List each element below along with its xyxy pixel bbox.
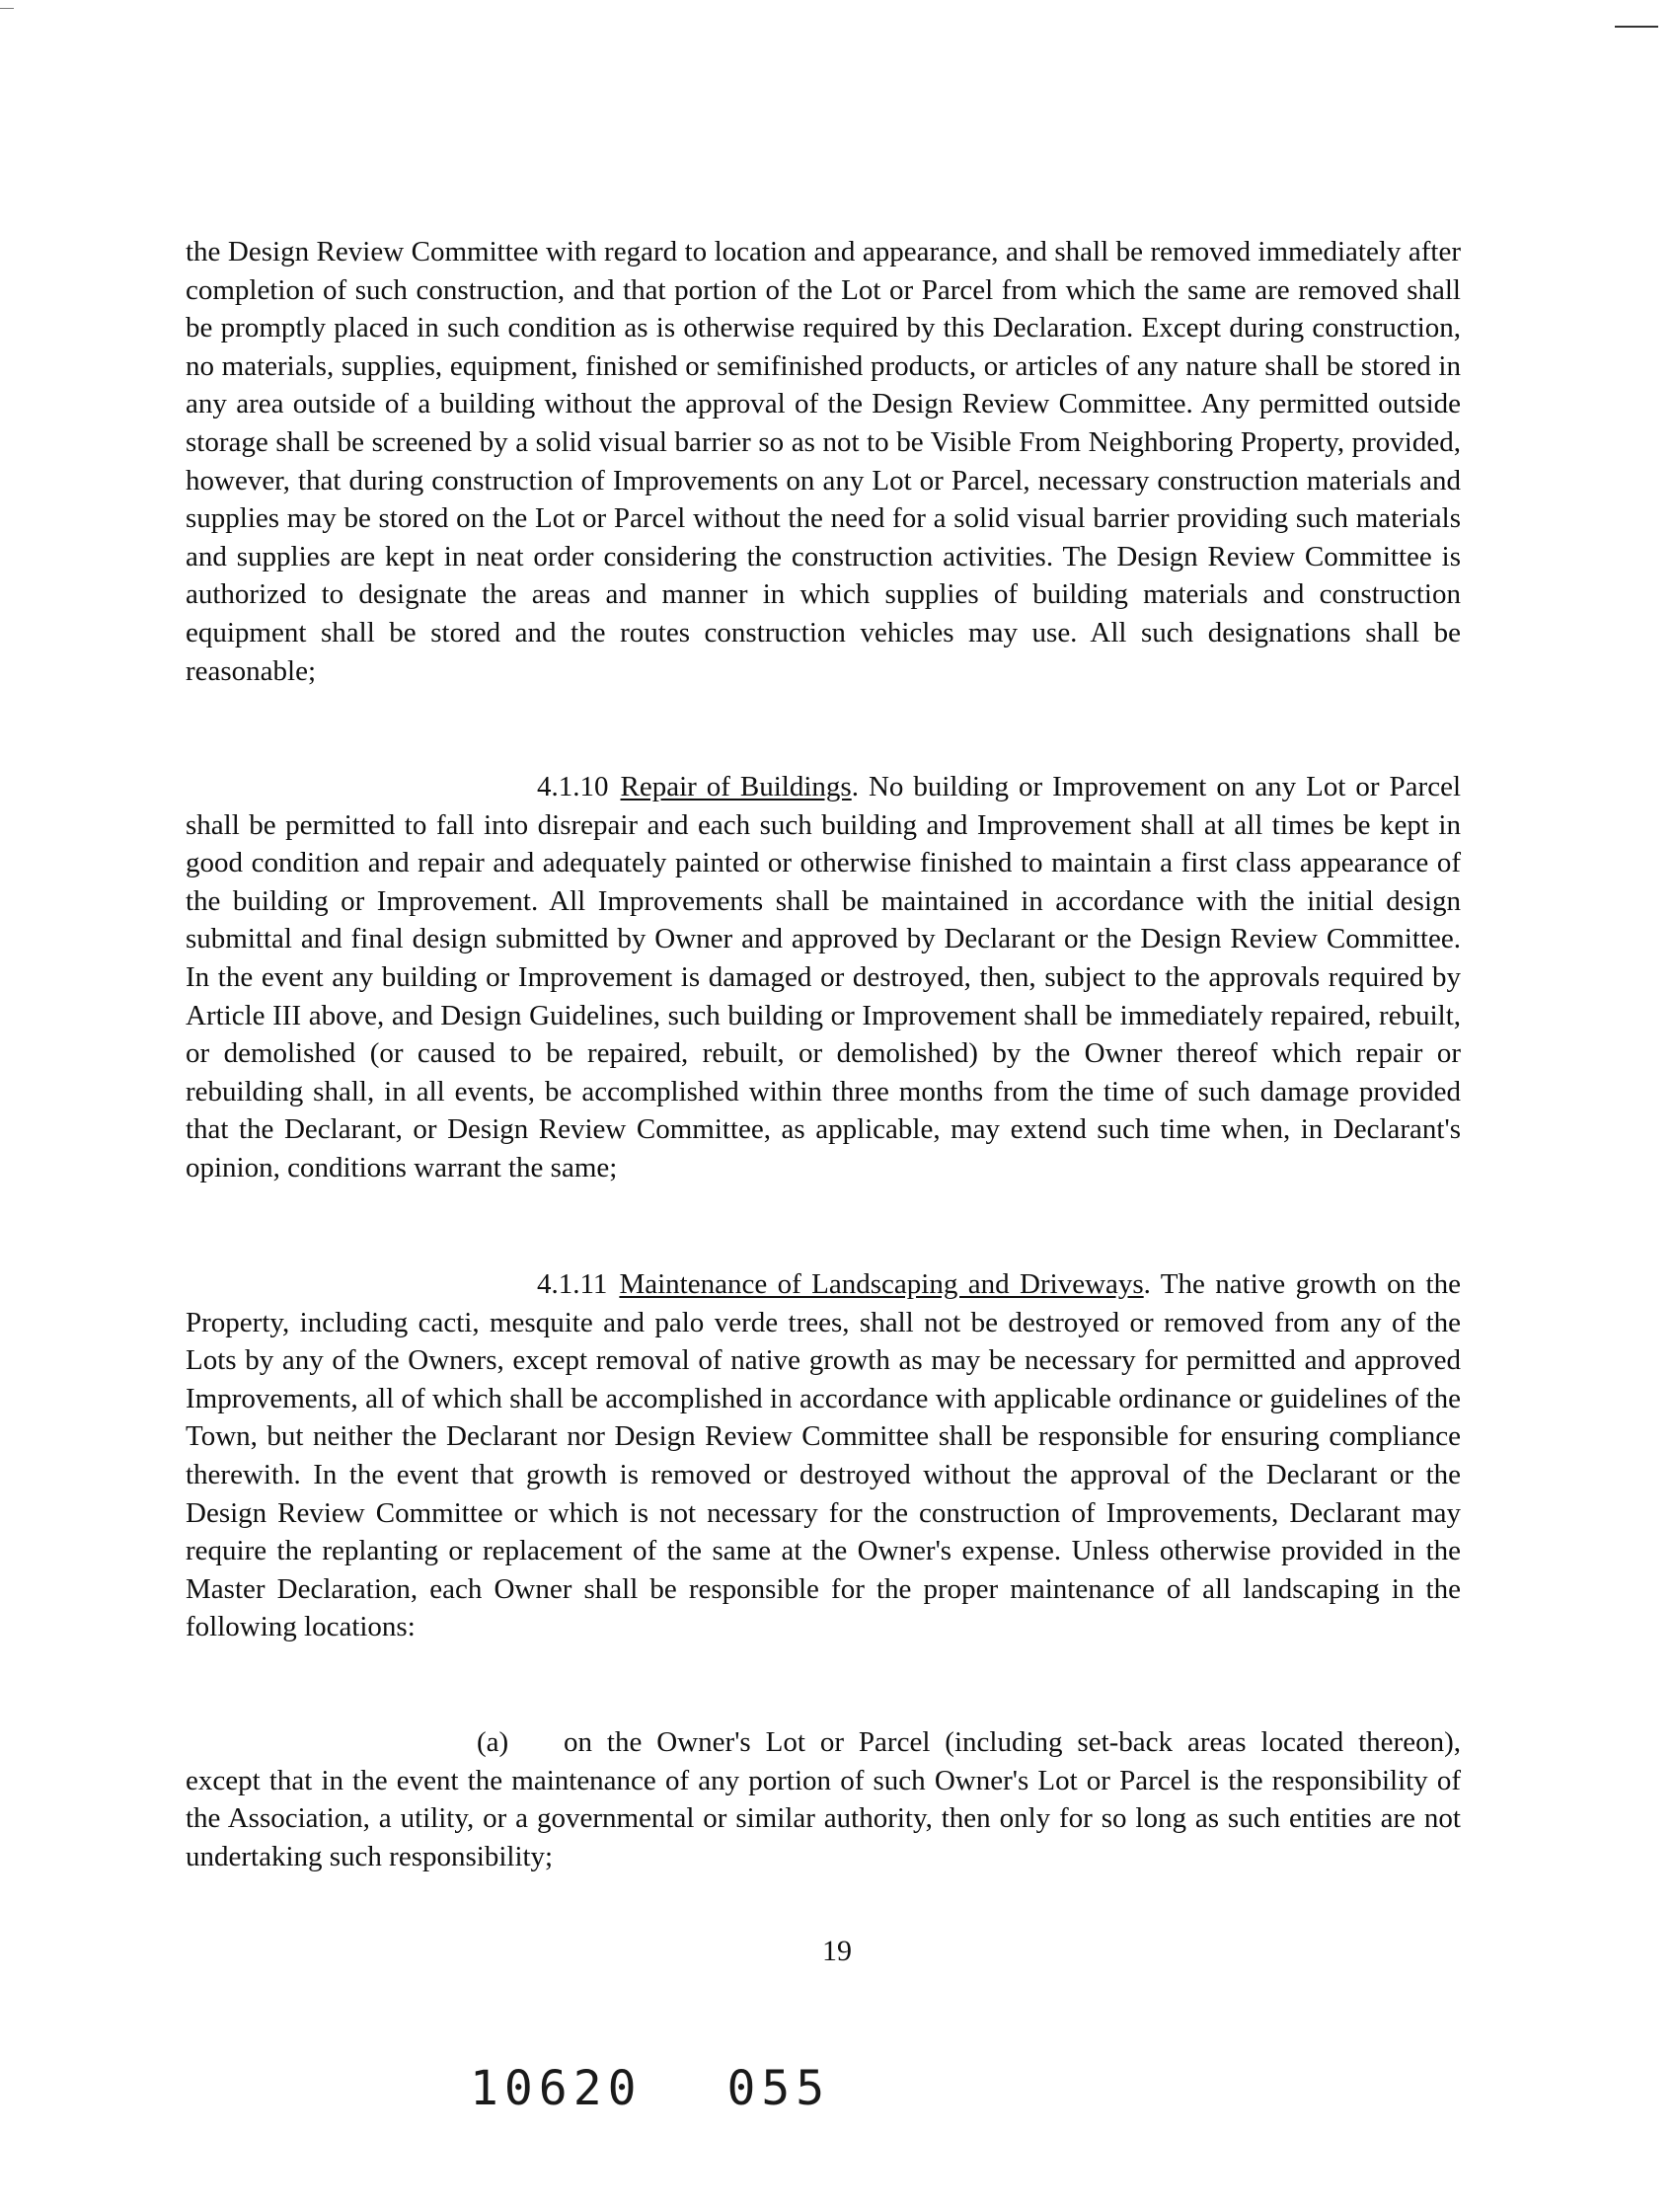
scan-edge-mark [1615, 26, 1658, 28]
recording-book-number: 10620 [470, 2061, 643, 2116]
recording-page-number: 055 [726, 2061, 831, 2116]
section-title: Maintenance of Landscaping and Driveways [619, 1268, 1144, 1300]
subsection-body: on the Owner's Lot or Parcel (including set-back areas located thereon), except that in the event the maintenance of any portion of such Owner's Lot or Parcel is the responsibility of the Association, a utility, or a governmental or similar authority, then only for so long as such entities are not undertaking such responsibility; [186, 1726, 1461, 1872]
section-4-1-10 [186, 768, 1461, 1187]
section-number: 4.1.10 [537, 771, 609, 802]
section-body: . No building or Improvement on any Lot or Parcel shall be permitted to fall into disrepair and each such building and Improvement shall at all times be kept in good condition and repair and adequately painted or otherwise finished to maintain a first class appearance of the building or Improvement. All Improvements shall be maintained in accordance with the initial design submittal and final design submitted by Owner and approved by Declarant or the Design Review Committee. In the event any building or Improvement is damaged or destroyed, then, subject to the approvals required by Article III above, and Design Guidelines, such building or Improvement shall be immediately repaired, rebuilt, or demolished (or caused to be repaired, rebuilt, or demolished) by the Owner thereof which repair or rebuilding shall, in all events, be accomplished within three months from the time of such damage provided that the Declarant, or Design Review Committee, as applicable, may extend such time when, in Declarant's opinion, conditions warrant the same; [186, 771, 1461, 1183]
section-title: Repair of Buildings [620, 771, 852, 802]
subsection-a [186, 1723, 1461, 1875]
section-4-1-11 [186, 1265, 1461, 1646]
paragraph-continuation: the Design Review Committee with regard to location and appearance, and shall be removed immediately after completion of such construction, and that portion of the Lot or Parcel from which the same are removed shall be promptly placed in such condition as is otherwise required by this Declaration. Except during construction, no materials, supplies, equipment, finished or semifinished products, or articles of any nature shall be stored in any area outside of a building without the approval of the Design Review Committee. Any permitted outside storage shall be screened by a solid visual barrier so as not to be Visible From Neighboring Property, provided, however, that during construction of Improvements on any Lot or Parcel, necessary construction materials and supplies may be stored on the Lot or Parcel without the need for a solid visual barrier providing such materials and supplies are kept in neat order considering the construction activities. The Design Review Committee is authorized to designate the areas and manner in which supplies of building materials and construction equipment shall be stored and the routes construction vehicles may use. All such designations shall be reasonable; [186, 236, 1461, 687]
recording-stamp [470, 2061, 830, 2116]
section-number: 4.1.11 [537, 1268, 608, 1300]
page-number: 19 [822, 1935, 852, 1967]
section-body: . The native growth on the Property, including cacti, mesquite and palo verde trees, shall not be destroyed or removed from any of the Lots by any of the Owners, except removal of native growth as may be necessary for permitted and approved Improvements, all of which shall be accomplished in accordance with applicable ordinance or guidelines of the Town, but neither the Declarant nor Design Review Committee shall be responsible for ensuring compliance therewith. In the event that growth is removed or destroyed without the approval of the Declarant or the Design Review Committee or which is not necessary for the construction of Improvements, Declarant may require the replanting or replacement of the same at the Owner's expense. Unless otherwise provided in the Master Declaration, each Owner shall be responsible for the proper maintenance of all landscaping in the following locations: [186, 1268, 1461, 1643]
subsection-label: (a) [477, 1726, 509, 1758]
scan-edge-mark [0, 8, 14, 9]
